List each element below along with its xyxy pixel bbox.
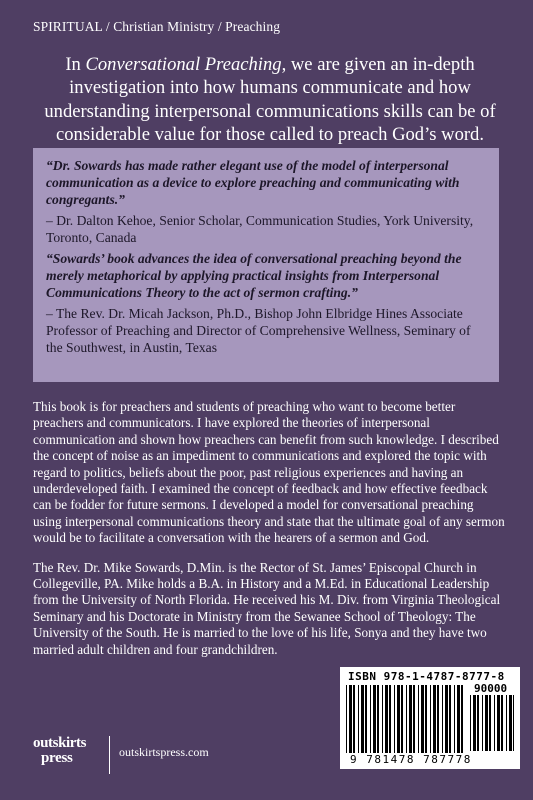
publisher-logo [33, 736, 103, 776]
logo-text-press: press [41, 750, 73, 766]
endorsement-box [33, 148, 499, 382]
isbn-barcode [340, 667, 520, 769]
endorsement-quote: “Dr. Sowards has made rather elegant use of the model of interpersonal communication as a device to explore preaching and communicating with congregants.” [46, 158, 460, 207]
logo-text-outskirts: outskirts [33, 735, 87, 751]
intro-rest: , we are given an in-depth investigation into how humans communicate and how understanding interpersonal communications skills can be of considerable value for those called to preach God’s word. [44, 54, 496, 146]
isbn-text: ISBN 978-1-4787-8777-8 [348, 670, 505, 683]
logo-divider [109, 736, 110, 774]
book-title: Conversational Preaching [85, 54, 282, 75]
book-description: This book is for preachers and students of preaching who want to become better preachers and communicators. I have explored the theories of interpersonal communication and shown how preachers can benefit from such knowledge. I described the concept of noise as an impediment to communications and explored the topic with regard to politics, beliefs about the poor, past religious experiences and having an underdeveloped faith. I examined the concept of feedback and how effective feedback can be fodder for future sermons. I developed a model for conversational preaching using interpersonal communications theory and state that the ultimate goal of any sermon would be to facilitate a conversation with the hearers of a sermon and God. [33, 399, 505, 546]
barcode-addon-number: 90000 [474, 682, 508, 695]
barcode-number: 9 781478 787778 [350, 753, 472, 766]
endorsement-quote: “Sowards’ book advances the idea of conversational preaching beyond the merely metaphorical by applying practical insights from Interpersonal Communications Theory to the act of sermon crafting.” [46, 251, 462, 300]
endorsement-attribution: – The Rev. Dr. Micah Jackson, Ph.D., Bishop John Elbridge Hines Associate Professor of Preaching and Director of Comprehensive Wellness, Seminary of the Southwest, in Austin, Texas [46, 306, 471, 355]
intro-prefix: In [65, 54, 86, 75]
publisher-url: outskirtspress.com [119, 745, 209, 759]
endorsement-attribution: – Dr. Dalton Kehoe, Senior Scholar, Communication Studies, York University, Toronto, Canada [46, 213, 474, 245]
category-label: SPIRITUAL / Christian Ministry / Preaching [33, 19, 281, 34]
back-cover-text [33, 399, 505, 658]
barcode-bars [346, 685, 466, 753]
barcode-addon-bars [470, 695, 514, 751]
intro-blurb [40, 53, 500, 147]
author-bio: The Rev. Dr. Mike Sowards, D.Min. is the Rector of St. James’ Episcopal Church in Collegeville, PA. Mike holds a B.A. in History and a M.Ed. in Educational Leadership from the University of North Florida. He received his M. Div. from Virginia Theological Seminary and his Doctorate in Ministry from the Sewanee School of Theology: The University of the South. He is married to the love of his life, Sonya and they have two married adult children and four grandchildren. [33, 559, 501, 657]
